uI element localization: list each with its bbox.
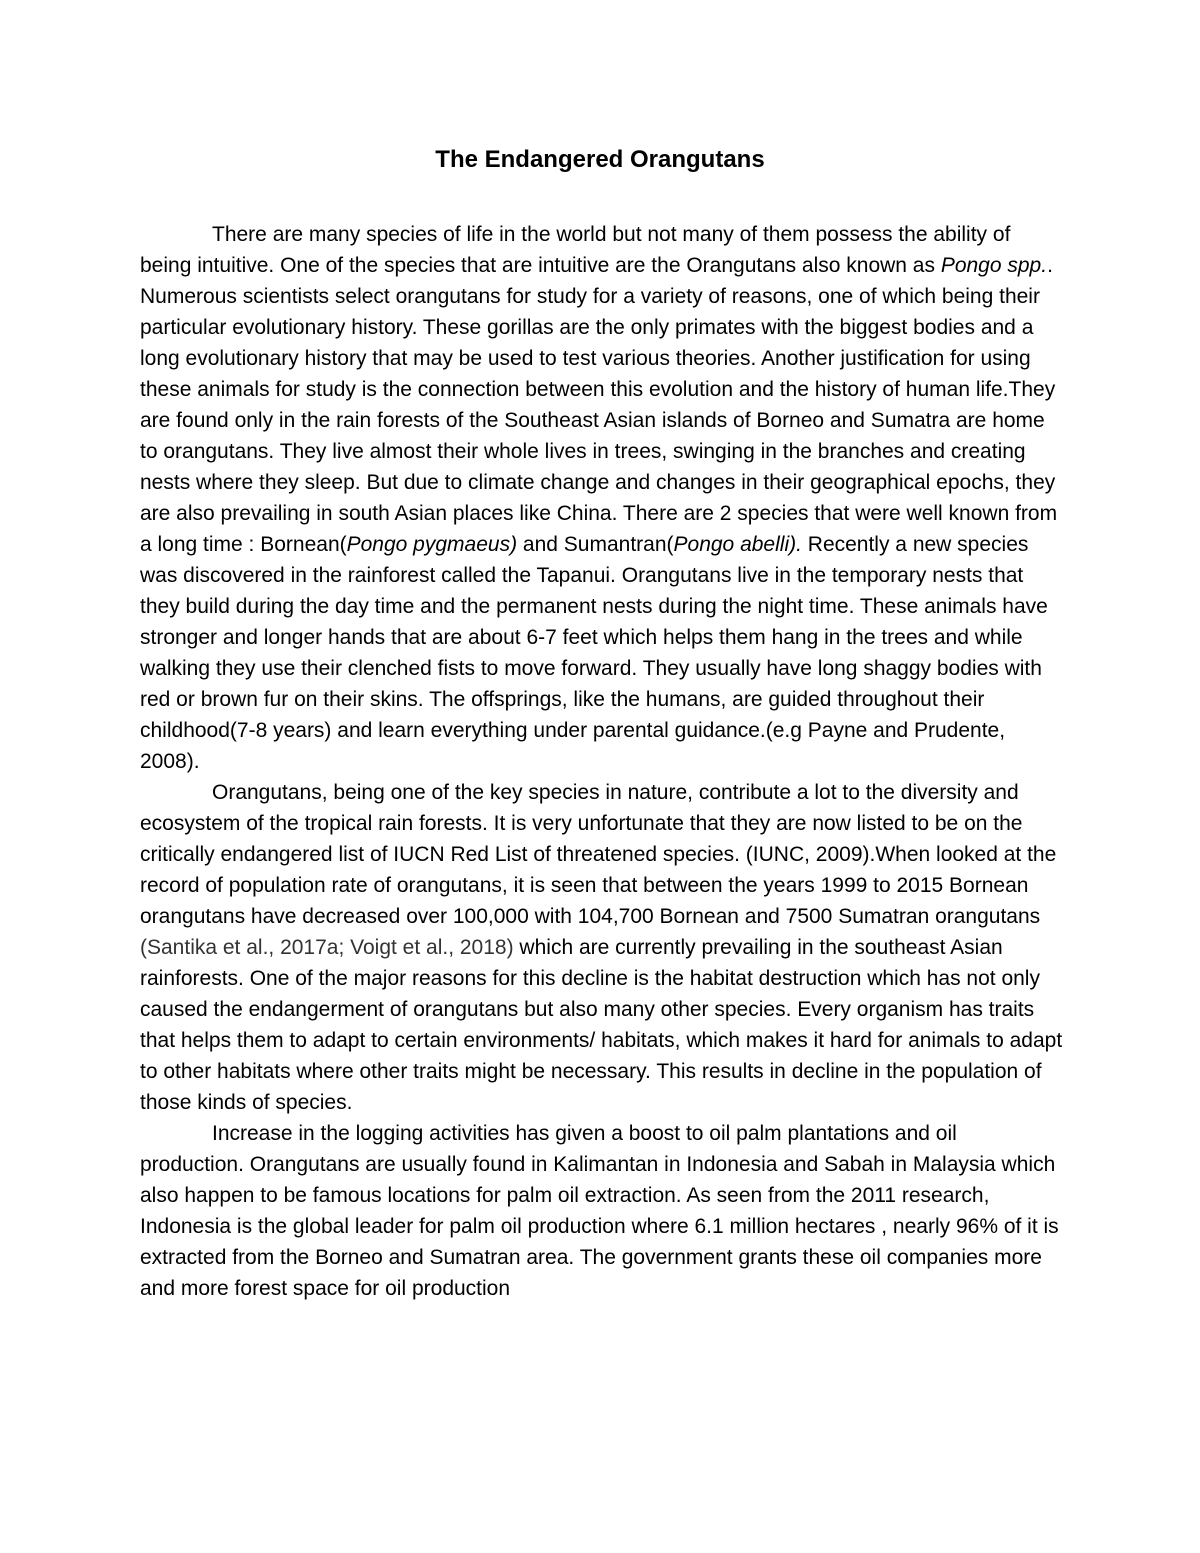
body-paragraph	[140, 1118, 1065, 1304]
paragraph-text: and Sumantran(	[517, 533, 674, 556]
citation-text: (Santika et al., 2017a; Voigt et al., 2018)	[140, 936, 514, 959]
paragraph-text: which are currently prevailing in the southeast Asian rainforests. One of the major reasons for this decline is the habitat destruction which has not only caused the endangerment of orangutans but also many other species. Every organism has traits that helps them to adapt to certain environments/ habitats, which makes it hard for animals to adapt to other habitats where other traits might be necessary. This results in decline in the population of those kinds of species.	[140, 936, 1063, 1114]
italic-species-name: Pongo pygmaeus)	[346, 533, 518, 556]
paragraph-text: Increase in the logging activities has given a boost to oil palm plantations and oil production. Orangutans are usually found in Kalimantan in Indonesia and Sabah in Malaysia which also happen to be famous locations for palm oil extraction. As seen from the 2011 research, Indonesia is the global leader for palm oil production where 6.1 million hectares , nearly 96% of it is extracted from the Borneo and Sumatran area. The government grants these oil companies more and more forest space for oil production	[140, 1122, 1059, 1300]
paragraph-text: Recently a new species was discovered in the rainforest called the Tapanui. Orangutans live in the temporary nests that they build during the day time and the permanent nests during the night time. These animals have stronger and longer hands that are about 6-7 feet which helps them hang in the trees and while walking they use their clenched fists to move forward. They usually have long shaggy bodies with red or brown fur on their skins. The offsprings, like the humans, are guided throughout their childhood(7-8 years) and learn everything under parental guidance.(e.g Payne and Prudente, 2008).	[140, 533, 1048, 773]
italic-species-name: Pongo spp.	[940, 254, 1048, 277]
paragraph-text: There are many species of life in the world but not many of them possess the ability of being intuitive. One of the species that are intuitive are the Orangutans also known as	[140, 223, 1011, 277]
italic-species-name: Pongo abelli).	[673, 533, 802, 556]
body-paragraph	[140, 777, 1065, 1118]
page-title: The Endangered Orangutans	[435, 146, 765, 173]
body-paragraph	[140, 219, 1065, 777]
paragraph-text: Orangutans, being one of the key species in nature, contribute a lot to the diversity and ecosystem of the tropical rain forests. It is very unfortunate that they are now listed to be on the critically endangered list of IUCN Red List of threatened species. (IUNC, 2009).When looked at the record of population rate of orangutans, it is seen that between the years 1999 to 2015 Bornean orangutans have decreased over 100,000 with 104,700 Bornean and 7500 Sumatran orangutans	[140, 781, 1057, 928]
document-body	[140, 219, 1065, 1304]
paragraph-text: . Numerous scientists select orangutans for study for a variety of reasons, one of which being their particular evolutionary history. These gorillas are the only primates with the biggest bodies and a long evolutionary history that may be used to test various theories. Another justification for using these animals for study is the connection between this evolution and the history of human life.They are found only in the rain forests of the Southeast Asian islands of Borneo and Sumatra are home to orangutans. They live almost their whole lives in trees, swinging in the branches and creating nests where they sleep. But due to climate change and changes in their geographical epochs, they are also prevailing in south Asian places like China. There are 2 species that were well known from a long time : Bornean(	[140, 254, 1058, 556]
